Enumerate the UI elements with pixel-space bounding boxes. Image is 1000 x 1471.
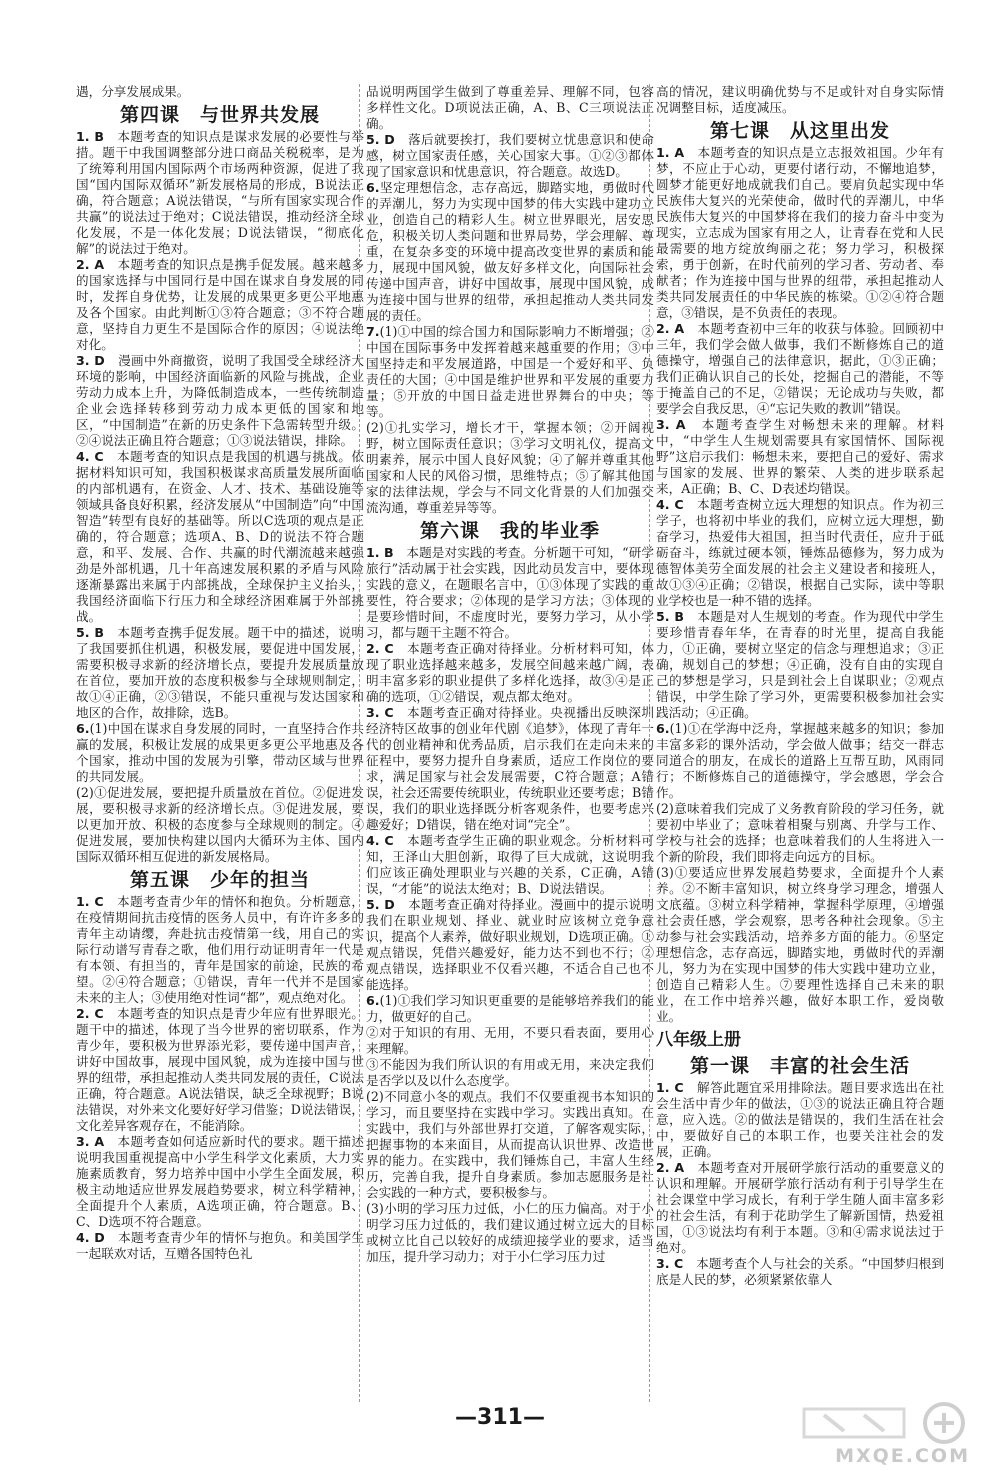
answer-paragraph: (3)①要适应世界发展趋势要求，全面提升个人素养。②不断丰富知识，树立终身学习理念，增强人文底蕴。③树立科学精神，掌握科学原理，④增强社会责任感，学会观察，思考各种社会现象。⑤主动参与社会实践活动，培养多方面的能力。⑥坚定理想信念，志存高远，脚踏实地，勇做时代的弄潮儿，努力为在实现中国梦的伟大实践中建功立业，创造自己精彩人生。⑦要理性选择自己未来的职业，在工作中培养兴趣，做好本职工作，爱岗敬业。 [656, 865, 944, 1024]
explanation-text: 本题考查青少年的情怀和抱负。分析题意，在疫情期间抗击疫情的医务人员中，有许许多多的青年主动请缨，奔赴抗击疫情第一线，用自己的实际行动谱写青春之歌，他们用行动证明青年一代是有本领、有担当的，青年是国家的前途，民族的希望。②④符合题意；①错误，青年一代并不是国家未来的主人；③使用绝对性词“都”，观点绝对化。 [76, 894, 364, 1005]
explanation-text: 坚定理想信念，志存高远，脚踏实地，勇做时代的弄潮儿，努力为实现中国梦的伟大实践中建功立业，创造自己的精彩人生。树立世界眼光，居安思危，积极关切人类问题和世界局势，学会理解、尊重，在复杂多变的环境中提高改变世界的素质和能力，展现中国风貌，做友好多样文化，向国际社会传递中国声音，讲好中国故事，展现中国风貌，成为连接中国与世界的纽带，承担起推动人类共同发展的责任。 [366, 180, 654, 323]
explanation-text: 本题考查学生对畅想未来的理解。材料中，“中学生人生规划需要具有家国情怀、国际视野”这启示我们：畅想未来，要把自己的爱好、需求与国家的发展、世界的繁荣、人类的进步联系起来，A正确；B、C、D表述均错误。 [656, 417, 944, 496]
question-number: 5. D [366, 132, 395, 147]
explanation-text: 本题是对实践的考查。分析题干可知，“研学旅行”活动属于社会实践，因此动员发言中，要体现实践的意义，在题眼名言中，①③体现了实践的重要性，符合要求；②体现的是学习方法；③体现的是要珍惜时间，不虚度时光，要努力学习，从小学习，都与题干主题不符合。 [366, 545, 654, 640]
answer-item [76, 449, 364, 625]
answer-item [366, 897, 654, 993]
question-number: 2. A [656, 1160, 685, 1175]
answer-item [656, 1080, 944, 1160]
question-number: 6. [76, 721, 90, 736]
explanation-text: 本题考查对开展研学旅行活动的重要意义的认识和理解。开展研学旅行活动有利于引导学生在社会课堂中学习成长，有利于学生随人面丰富多彩的社会生活，有利于花助学生了解新国情，热爱祖国，①③说法均有利于本题。③和④需求说法过于绝对。 [656, 1160, 944, 1255]
answer-item [366, 833, 654, 897]
question-number: 3. C [366, 705, 394, 720]
question-number: 3. C [656, 1256, 684, 1271]
answer-item [656, 1160, 944, 1256]
question-number: 4. C [76, 449, 104, 464]
lesson-heading: 第四课 与世界共发展 [119, 104, 320, 126]
question-number: 2. A [656, 321, 685, 336]
explanation-text: 落后就要挨打，我们要树立忧患意识和使命感，树立国家责任感，关心国家大事。①②③都体现了国家意识和忧患意识，符合题意。故选D。 [366, 132, 654, 179]
explanation-text: 本题考查正确对待择业。分析材料可知，体现了职业选择越来越多，发展空间越来越广阔，表明丰富多彩的职业提供了多样化选择，故③④是正确的选项，①②错误，观点都太绝对。 [366, 641, 654, 704]
answer-column-left [76, 84, 364, 1402]
answer-item [366, 993, 654, 1025]
question-number: 5. B [656, 609, 684, 624]
answer-item [366, 132, 654, 180]
answer-paragraph: ②对于知识的有用、无用，不要只看表面，要用心来理解。 [366, 1025, 654, 1056]
answer-item [656, 1256, 944, 1288]
answer-item [366, 324, 654, 420]
answer-item [656, 321, 944, 417]
answer-paragraph: (2)不同意小冬的观点。我们不仅要重视书本知识的学习，而且要坚持在实践中学习。实践出真知。在实践中，我们与外部世界打交道，了解客观实际，把握事物的本来面目，从而提高认识世界、改造世界的能力。在实践中，我们锤炼自己，丰富人生经历，完善自我，提升自身素质。参加志愿服务是社会实践的一种方式，要积极参与。 [366, 1089, 654, 1200]
answer-paragraph: (2)意味着我们完成了义务教育阶段的学习任务，就要初中毕业了；意味着相聚与别离、升学与工作、学校与社会的选择；也意味着我们的人生将进入一个新的阶段，我们即将走向远方的目标。 [656, 801, 944, 864]
question-number: 3. D [76, 353, 105, 368]
answer-item [76, 1134, 364, 1230]
question-number: 2. C [76, 1006, 104, 1021]
question-number: 5. B [76, 625, 104, 640]
question-number: 1. C [656, 1080, 684, 1095]
explanation-text: 本题考查携手促发展。题干中的描述，说明了我国要抓住机遇，积极发展，要促进中国发展，需要积极寻求新的经济增长点，要提升发展质量放在首位，要加开放的态度积极参与全球规则制定，故①④正确，②③错误，不能只重视与发达国家和地区的合作，故排除，选B。 [76, 625, 364, 720]
answer-item [76, 129, 364, 257]
question-number: 1. C [76, 894, 104, 909]
lesson-heading: 第七课 从这里出发 [709, 120, 890, 142]
explanation-text: 本题考查个人与社会的关系。“中国梦归根到底是人民的梦，必须紧紧依靠人 [656, 1256, 944, 1287]
explanation-text: 漫画中外商撤资，说明了我国受全球经济大环境的影响，中国经济面临新的风险与挑战，企业劳动力成本上升，为降低制造成本，一些传统制造企业会选择转移到劳动力成本更低的国家和地区，“中国制造”在新的历史条件下急需转型升级。②④说法正确且符合题意；①③说法错误，排除。 [76, 353, 364, 448]
watermark-url: MXQE.COM [835, 1445, 970, 1467]
explanation-text: 本题考查青少年的情怀与抱负。和美国学生一起联欢对话，互赠各国特色礼 [76, 1230, 364, 1261]
answer-item [366, 641, 654, 705]
volume-heading: 八年级上册 [656, 1030, 741, 1050]
explanation-text: 本题考查学生正确的职业观念。分析材料可知，王泽山大胆创新，取得了巨大成就，这说明我们应该正确处理职业与兴趣的关系，C正确，A错误，“才能”的说法太绝对；B、D说法错误。 [366, 833, 654, 896]
column-divider [359, 84, 360, 1402]
explanation-text: 本题考查的知识点是青少年应有世界眼光。题干中的描述，体现了当今世界的密切联系，作为青少年，要积极为世界添光彩，要传递中国声音，讲好中国故事，展现中国风貌，成为连接中国与世界的纽带，承担起推动人类共同发展的责任，C说法正确，符合题意。A说法错误，缺乏全球视野；B说法错误，对外来文化要好好学习借鉴；D说法错误，文化差异客观存在，不能消除。 [76, 1006, 364, 1133]
question-number: 6. [366, 993, 380, 1008]
answer-paragraph: 高的情况，建议明确优势与不足或针对自身实际情况调整目标，适度减压。 [656, 84, 944, 115]
answer-item [76, 625, 364, 721]
answer-item [76, 894, 364, 1006]
explanation-text: 解答此题宜采用排除法。题目要求选出在社会生活中青少年的做法，①③的说法正确且符合题意，应入选。②的做法是错误的，我们生活在社会中，要做好自己的本职工作，也要关注社会的发展，正确。 [656, 1080, 944, 1159]
answer-item [656, 497, 944, 609]
lesson-heading: 第五课 少年的担当 [129, 869, 310, 891]
answer-item [656, 609, 944, 721]
question-number: 2. C [366, 641, 394, 656]
answer-item [656, 145, 944, 321]
lesson-heading: 第六课 我的毕业季 [419, 520, 600, 542]
explanation-text: 本题考查正确对待择业。漫画中的提示说明我们在职业规划、择业、就业时应该树立竞争意识，提高个人素养，做好职业规划，D选项正确。①观点错误，凭借兴趣爱好，能力达不到也不行；②观点错误，选择职业不仅看兴趣，不适合自己也不能选择。 [366, 897, 654, 992]
answer-item [656, 417, 944, 497]
answer-paragraph: (2)①扎实学习，增长才干，掌握本领；②开阔视野，树立国际责任意识；③学习文明礼仪，提高文明素养，展示中国人良好风貌；④了解并尊重其他国家和人民的风俗习惯，思维特点；⑤了解其他国家的法律法规，学会与不同文化背景的人们加强交流沟通，尊重差异等等。 [366, 420, 654, 515]
explanation-text: (1)中国在谋求自身发展的同时，一直坚持合作共赢的发展，积极让发展的成果更多更公平地惠及各个国家，推动中国的发展为引擎，带动区域与世界的共同发展。 [76, 721, 364, 784]
question-number: 3. A [656, 417, 686, 432]
explanation-text: 本题考查的知识点是谋求发展的必要性与举措。题干中我国调整部分进口商品关税税率，是为了统筹利用国内国际两个市场两种资源，促进了我国“国内国际双循环”新发展格局的形成，B说法正确，符合题意；A说法错误，“与所有国家实现合作共赢”的说法过于绝对；C说法错误，推动经济全球化发展，不是一体化发展；D说法错误，“彻底化解”的说法过于绝对。 [76, 129, 364, 256]
answer-item [76, 257, 364, 353]
question-number: 7. [366, 324, 380, 339]
answer-item [656, 721, 944, 801]
question-number: 1. A [656, 145, 685, 160]
explanation-text: (1)①我们学习知识更重要的是能够培养我们的能力，做更好的自己。 [366, 993, 654, 1024]
answer-item [76, 353, 364, 449]
explanation-text: 本题考查的知识点是我国的机遇与挑战。依据材料知识可知，我国积极谋求高质量发展所面临的内部机遇有，在资金、人才、技术、基础设施等领域具备良好积累，经济发展从“中国制造”向“中国智造”转型有良好的基础等。所以C选项的观点是正确的，符合题意；选项A、B、D的说法不符合题意，和平、发展、合作、共赢的时代潮流越来越强劲是外部机遇，几十年高速发展积累的矛盾与风险逐渐暴露出来属于内部挑战，全球保护主义抬头，我国经济面临下行压力和全球经济困难属于外部挑战。 [76, 449, 364, 624]
answer-paragraph: (2)①促进发展，要把提升质量放在首位。②促进发展，要积极寻求新的经济增长点。③促进发展，要以更加开放、积极的态度参与全球规则的制定。④促进发展，要加快构建以国内大循环为主体、国内国际双循环相互促进的新发展格局。 [76, 785, 364, 864]
explanation-text: 本题考查树立远大理想的知识点。作为初三学子，也将初中毕业的我们，应树立远大理想，勤奋学习，热爱伟大祖国，担当时代责任，应升于砥砺奋斗，练就过硬本领，锤炼品德修为，努力成为德智体美劳全面发展的社会主义建设者和接班人，故①③④正确；②错误，根据自己实际，读中等职业学校也是一种不错的选择。 [656, 497, 944, 608]
explanation-text: 本题考查的知识点是携手促发展。越来越多的国家选择与中国同行是中国在谋求自身发展的同时，发挥自身优势，让发展的成果更多更公平地惠及各个国家。由此判断①③符合题意；③不符合题意，坚持自力更生不是国际合作的原因；④说法绝对化。 [76, 257, 364, 352]
question-number: 6. [366, 180, 380, 195]
explanation-text: 本题是对人生规划的考查。作为现代中学生要珍惜青春年华，在青春的时光里，提高自我能力，①正确，要树立坚定的信念与理想追求；③正确，规划自己的梦想；④正确，没有自由的实现自己的梦想是学习，只是到社会上自谋职业；②观点错误，中学生除了学习外，更需要积极参加社会实践活动；④正确。 [656, 609, 944, 720]
column-divider [649, 84, 650, 1402]
question-number: 2. A [76, 257, 105, 272]
question-number: 4. C [656, 497, 684, 512]
answer-column-right [656, 84, 944, 1402]
explanation-text: 本题考查初中三年的收获与体验。回顾初中三年，我们学会做人做事，我们不断修炼自己的道德操守，增强自己的法律意识，据此，①③正确；我们正确认识自己的长处，挖掘自己的潜能，不等于掩盖自己的不足，②错误；无论成功与失败，都要学会自我反思，④“忘记失败的教训”错误。 [656, 321, 944, 416]
question-number: 4. D [76, 1230, 105, 1245]
question-number: 1. B [366, 545, 394, 560]
question-number: 1. B [76, 129, 104, 144]
explanation-text: 本题考查正确对待择业。央视播出反映深圳经济特区故事的创业年代剧《追梦》，体现了青年一代的创业精神和优秀品质，启示我们在走向未来的征程中，要努力提升自身素质，适应工作岗位的要求，满足国家与社会发展需要，C符合题意；A错误，社会还需要传统职业，传统职业还要考虑；B错误，我们的职业选择既分析客观条件，也要考虑兴趣爱好；D错误，错在绝对词“完全”。 [366, 705, 654, 832]
question-number: 3. A [76, 1134, 105, 1149]
lesson-heading: 第一课 丰富的社会生活 [689, 1055, 910, 1077]
question-number: 4. C [366, 833, 394, 848]
answer-item [76, 1230, 364, 1262]
answer-paragraph: (3)小明的学习压力过低，小仁的压力偏高。对于小明学习压力过低的，我们建议通过树立远大的目标或树立比自己以较好的成绩迎接学业的要求，适当加压，提升学习动力；对于小仁学习压力过 [366, 1201, 654, 1264]
explanation-text: (1)①在学海中泛舟，掌握越来越多的知识；参加丰富多彩的课外活动，学会做人做事；结交一群志同道合的朋友，在成长的道路上互帮互助，风雨同行；不断修炼自己的道德操守，学会感恩，学会合作。 [656, 721, 944, 800]
answer-item [366, 180, 654, 324]
question-number: 5. D [366, 897, 395, 912]
explanation-text: (1)①中国的综合国力和国际影响力不断增强；②中国在国际事务中发挥着越来越重要的作用；③中国坚持走和平发展道路，中国是一个爱好和平、负责任的大国；④中国是维护世界和平发展的重要力量；⑤开放的中国日益走进世界舞台的中央；等等。 [366, 324, 654, 419]
page-number: —311— [455, 1405, 545, 1430]
answer-item [366, 545, 654, 641]
answer-paragraph: 品说明两国学生做到了尊重差异、理解不同，包容多样性文化。D项说法正确，A、B、C三项说法正确。 [366, 84, 654, 131]
explanation-text: 本题考查的知识点是立志报效祖国。少年有梦，不应止于心动，更要付诸行动，不懈地追梦，圆梦才能更好地成就我们自己。要肩负起实现中华民族伟大复兴的光荣使命，做时代的弄潮儿，中华民族伟大复兴的中国梦将在我们的接力奋斗中变为现实，立志成为国家有用之人，让青春在党和人民最需要的地方绽放绚丽之花；努力学习，积极探索，勇于创新，在时代前列的学习者、劳动者、奉献者；作为连接中国与世界的纽带，承担起推动人类共同发展责任的中华民族的栋梁。①②④符合题意，③错误，是不负责任的表现。 [656, 145, 944, 320]
question-number: 6. [656, 721, 670, 736]
answer-paragraph: ③不能因为我们所认识的有用或无用，来决定我们是否学以及以什么态度学。 [366, 1057, 654, 1088]
answer-item [76, 721, 364, 785]
explanation-text: 本题考查如何适应新时代的要求。题干描述说明我国重视提高中小学生科学文化素质，大力实施素质教育，努力培养中国中小学生全面发展，积极主动地适应世界发展趋势要求，树立科学精神，全面提升个人素质，A选项正确，符合题意。B、C、D选项不符合题意。 [76, 1134, 364, 1229]
answer-column-middle [366, 84, 654, 1402]
answer-paragraph: 遇，分享发展成果。 [76, 84, 190, 99]
answer-item [366, 705, 654, 833]
answer-item [76, 1006, 364, 1134]
